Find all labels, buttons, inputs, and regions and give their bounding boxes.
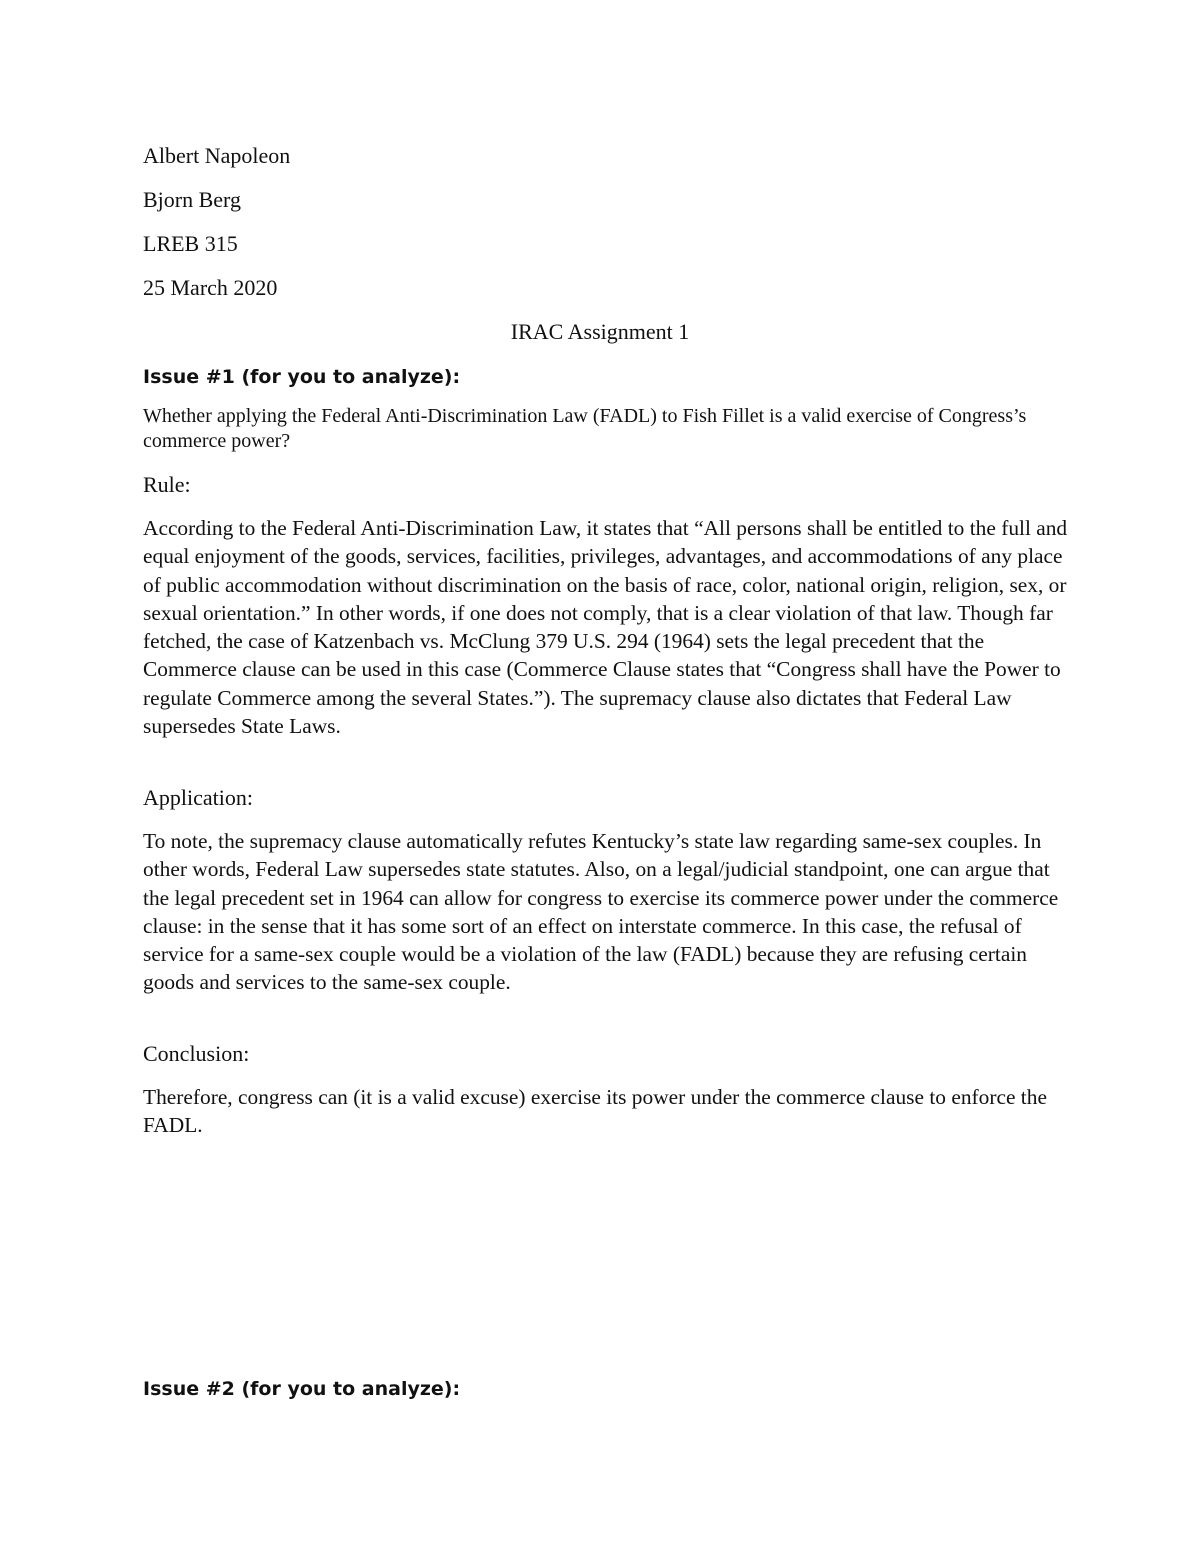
conclusion-label: Conclusion:: [143, 1041, 250, 1066]
issue-2-heading: Issue #2 (for you to analyze):: [143, 1378, 461, 1400]
student-name: Albert Napoleon: [143, 143, 291, 168]
instructor-name: Bjorn Berg: [143, 187, 241, 212]
application-paragraph: To note, the supremacy clause automatically refutes Kentucky’s state law regarding same-sex couples. In other words, Federal Law supersedes state statutes. Also, on a legal/judicial standpoint, one can argue that the legal precedent set in 1964 can allow for congress to exercise its commerce power under the commerce clause: in the sense that it has some sort of an effect on interstate commerce. In this case, the refusal of service for a same-sex couple would be a violation of the law (FADL) because they are refusing certain goods and services to the same-sex couple.: [143, 829, 1059, 995]
course-code: LREB 315: [143, 231, 238, 256]
rule-paragraph: According to the Federal Anti-Discrimination Law, it states that “All persons shall be entitled to the full and equal enjoyment of the goods, services, facilities, privileges, advantages, and accommodations of any place of public accommodation without discrimination on the basis of race, color, national origin, religion, sex, or sexual orientation.” In other words, if one does not comply, that is a clear violation of that law. Though far fetched, the case of Katzenbach vs. McClung 379 U.S. 294 (1964) sets the legal precedent that the Commerce clause can be used in this case (Commerce Clause states that “Congress shall have the Power to regulate Commerce among the several States.”). The supremacy clause also dictates that Federal Law supersedes State Laws.: [143, 516, 1068, 739]
conclusion-paragraph: Therefore, congress can (it is a valid excuse) exercise its power under the commerce clause to enforce the FADL.: [143, 1085, 1047, 1138]
rule-label: Rule:: [143, 472, 191, 497]
application-label: Application:: [143, 785, 253, 810]
document-title: IRAC Assignment 1: [510, 319, 690, 344]
assignment-date: 25 March 2020: [143, 275, 278, 300]
issue-1-question: Whether applying the Federal Anti-Discrimination Law (FADL) to Fish Fillet is a valid exercise of Congress’s commerce power?: [143, 405, 1027, 452]
issue-1-heading: Issue #1 (for you to analyze):: [143, 366, 461, 388]
